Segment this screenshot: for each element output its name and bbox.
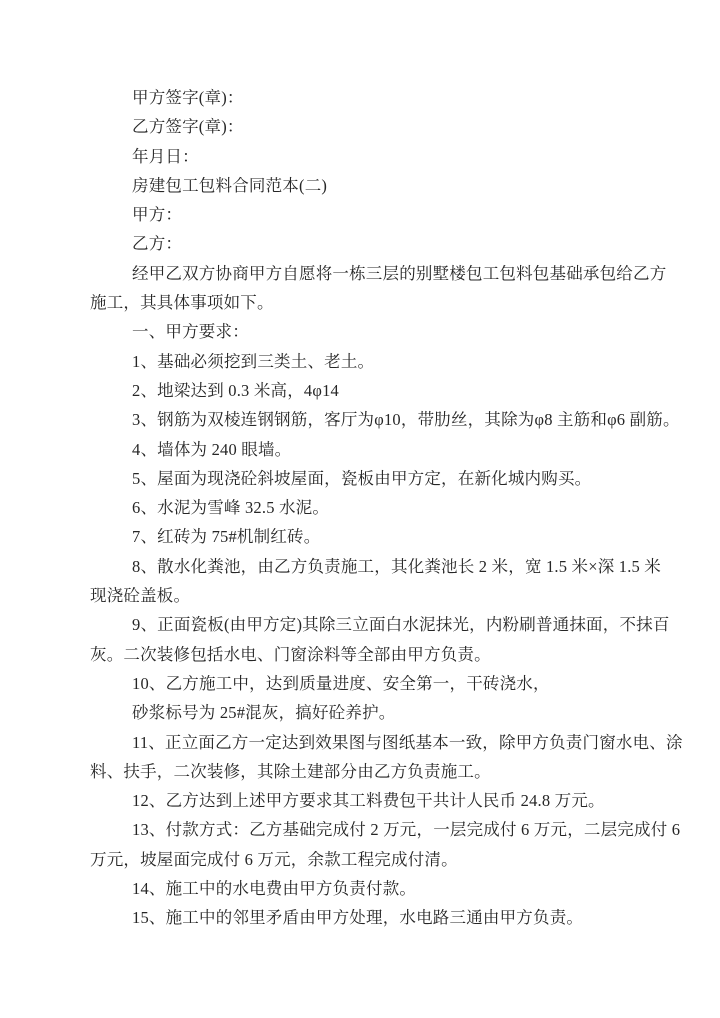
doc-line: 乙方签字(章)： <box>132 117 244 137</box>
doc-line: 灰。二次装修包括水电、门窗涂料等全部由甲方负责。 <box>90 644 491 664</box>
doc-line: 4、墙体为 240 眼墙。 <box>132 439 292 459</box>
doc-line: 施工，其具体事项如下。 <box>90 293 274 313</box>
doc-line: 2、地梁达到 0.3 米高，4φ14 <box>132 380 339 400</box>
doc-line: 12、乙方达到上述甲方要求其工料费包干共计人民币 24.8 万元。 <box>132 791 605 811</box>
document-body <box>90 83 683 933</box>
doc-line: 14、施工中的水电费由甲方负责付款。 <box>132 879 417 899</box>
doc-line: 9、正面瓷板(由甲方定)其除三立面白水泥抹光，内粉刷普通抹面，不抹百 <box>132 615 670 635</box>
doc-line: 年月日： <box>132 146 199 166</box>
doc-line: 3、钢筋为双棱连钢钢筋，客厅为φ10，带肋丝，其除为φ8 主筋和φ6 副筋。 <box>132 410 680 430</box>
doc-line: 8、散水化粪池，由乙方负责施工，其化粪池长 2 米，宽 1.5 米×深 1.5 米 <box>132 556 662 576</box>
doc-line: 乙方： <box>132 234 183 254</box>
doc-line: 房建包工包料合同范本(二) <box>132 175 328 195</box>
doc-line: 一、甲方要求： <box>132 322 249 342</box>
doc-line: 7、红砖为 75#机制红砖。 <box>132 527 321 547</box>
doc-line: 13、付款方式：乙方基础完成付 2 万元，一层完成付 6 万元，二层完成付 6 <box>132 820 681 840</box>
doc-line: 料、扶手，二次装修，其除土建部分由乙方负责施工。 <box>90 761 491 781</box>
doc-line: 万元，坡屋面完成付 6 万元，余款工程完成付清。 <box>90 849 458 869</box>
doc-line: 1、基础必须挖到三类土、老土。 <box>132 351 375 371</box>
doc-line: 10、乙方施工中，达到质量进度、安全第一，干砖浇水， <box>132 673 550 693</box>
doc-line: 甲方： <box>132 205 183 225</box>
doc-line: 砂浆标号为 25#混灰，搞好砼养护。 <box>132 703 396 723</box>
doc-line: 11、正立面乙方一定达到效果图与图纸基本一致，除甲方负责门窗水电、涂 <box>132 732 683 752</box>
doc-line: 现浇砼盖板。 <box>90 586 191 606</box>
doc-line: 5、屋面为现浇砼斜坡屋面，瓷板由甲方定，在新化城内购买。 <box>132 468 592 488</box>
doc-line: 6、水泥为雪峰 32.5 水泥。 <box>132 498 330 518</box>
doc-line: 15、施工中的邻里矛盾由甲方处理，水电路三通由甲方负责。 <box>132 908 584 928</box>
doc-line: 甲方签字(章)： <box>132 88 244 107</box>
doc-line: 经甲乙双方协商甲方自愿将一栋三层的别墅楼包工包料包基础承包给乙方 <box>132 263 667 283</box>
